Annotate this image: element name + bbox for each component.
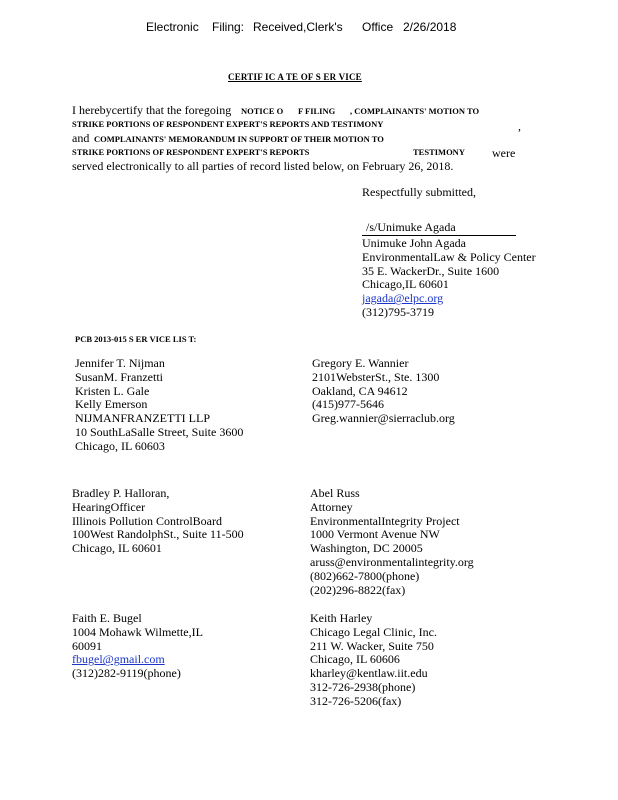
contact-line: (415)977-5646: [312, 397, 384, 412]
closing: Respectfully submitted,: [362, 185, 476, 199]
contact-line: Abel Russ: [310, 486, 360, 500]
sig-email-link[interactable]: jagada@elpc.org: [362, 291, 444, 306]
contact-line: Chicago Legal Clinic, Inc.: [310, 624, 437, 639]
contact-line: (202)296-8822(fax): [310, 582, 406, 597]
contact-line: Bradley P. Halloran,: [72, 486, 170, 500]
contact-line: 312-726-5206(fax): [310, 693, 402, 708]
contact-line: 60091: [72, 638, 102, 653]
contact-line: 1004 Mohawk Wilmette,IL: [72, 624, 203, 639]
contact-wannier: [312, 357, 455, 426]
contact-line: Keith Harley: [310, 611, 373, 625]
contact-line: aruss@environmentalintegrity.org: [310, 554, 474, 569]
contact-line: SusanM. Franzetti: [75, 369, 163, 384]
contact-harley: [310, 612, 437, 709]
header-office: Office: [362, 20, 394, 34]
contact-russ: [310, 487, 474, 597]
sig-address: 35 E. WackerDr., Suite 1600: [362, 263, 500, 278]
contact-line: Chicago, IL 60606: [310, 652, 400, 667]
contact-line: Jennifer T. Nijman: [75, 356, 165, 370]
bugel-email-link[interactable]: fbugel@gmail.com: [72, 652, 165, 667]
body-line-5: served electronically to all parties of record listed below, on February 26, 2018.: [72, 159, 454, 173]
contact-line: Attorney: [310, 499, 353, 514]
contact-line: Kelly Emerson: [75, 397, 148, 412]
contact-halloran: [72, 487, 244, 556]
body-line-4c: were: [492, 146, 516, 160]
sig-org: EnvironmentalLaw & Policy Center: [362, 249, 536, 264]
contact-line: Kristen L. Gale: [75, 383, 150, 398]
contact-line: 2101WebsterSt., Ste. 1300: [312, 369, 440, 384]
body-line-3a: and: [72, 131, 90, 145]
contact-line: Gregory E. Wannier: [312, 356, 409, 370]
body-line-1b: NOTICE O: [241, 106, 284, 116]
body-line-2-comma: ,: [518, 119, 521, 133]
header-received: Received,Clerk's: [253, 20, 343, 34]
sig-phone: (312)795-3719: [362, 304, 434, 319]
contact-line: 10 SouthLaSalle Street, Suite 3600: [75, 424, 244, 439]
header-date: 2/26/2018: [403, 20, 457, 34]
sig-city: Chicago,IL 60601: [362, 277, 449, 292]
header-filing: Filing:: [212, 20, 245, 34]
signature-block: [362, 237, 536, 320]
body-line-4a: STRIKE PORTIONS OF RESPONDENT EXPERT'S REPORTS: [72, 147, 310, 157]
contact-line: Chicago, IL 60603: [75, 438, 165, 453]
body-line-4b: TESTIMONY: [413, 147, 465, 157]
signature: /s/Unimuke Agada: [366, 220, 456, 234]
contact-line: 1000 Vermont Avenue NW: [310, 527, 440, 542]
body-line-2: STRIKE PORTIONS OF RESPONDENT EXPERT'S REPORTS AND TESTIMONY: [72, 119, 384, 129]
contact-line: Washington, DC 20005: [310, 541, 423, 556]
contact-line: Greg.wannier@sierraclub.org: [312, 411, 455, 426]
body-line-1a: I herebycertify that the foregoing: [72, 103, 232, 117]
contact-line: Illinois Pollution ControlBoard: [72, 513, 223, 528]
contact-nijman: [75, 357, 243, 454]
contact-line: 312-726-2938(phone): [310, 679, 416, 694]
contact-line: HearingOfficer: [72, 499, 146, 514]
contact-bugel: [72, 612, 203, 681]
contact-line: (312)282-9119(phone): [72, 666, 181, 681]
contact-line: Chicago, IL 60601: [72, 541, 162, 556]
contact-line: Oakland, CA 94612: [312, 383, 408, 398]
body-line-1d: , COMPLAINANTS' MOTION TO: [350, 106, 480, 116]
contact-line: EnvironmentalIntegrity Project: [310, 513, 460, 528]
certificate-title: CERTIF IC A TE OF S ER VICE: [228, 72, 362, 82]
contact-line: NIJMANFRANZETTI LLP: [75, 411, 210, 426]
body-line-3b: COMPLAINANTS' MEMORANDUM IN SUPPORT OF THEIR MOTION TO: [94, 134, 384, 144]
contact-line: (802)662-7800(phone): [310, 568, 420, 583]
service-list-title: PCB 2013-015 S ER VICE LIS T:: [75, 334, 197, 344]
header-electronic: Electronic: [146, 20, 199, 34]
body-line-1c: F FILING: [298, 106, 336, 116]
contact-line: kharley@kentlaw.iit.edu: [310, 666, 428, 681]
contact-line: 211 W. Wacker, Suite 750: [310, 638, 434, 653]
sig-name: Unimuke John Agada: [362, 236, 466, 250]
contact-line: Faith E. Bugel: [72, 611, 142, 625]
contact-line: 100West RandolphSt., Suite 11-500: [72, 527, 244, 542]
